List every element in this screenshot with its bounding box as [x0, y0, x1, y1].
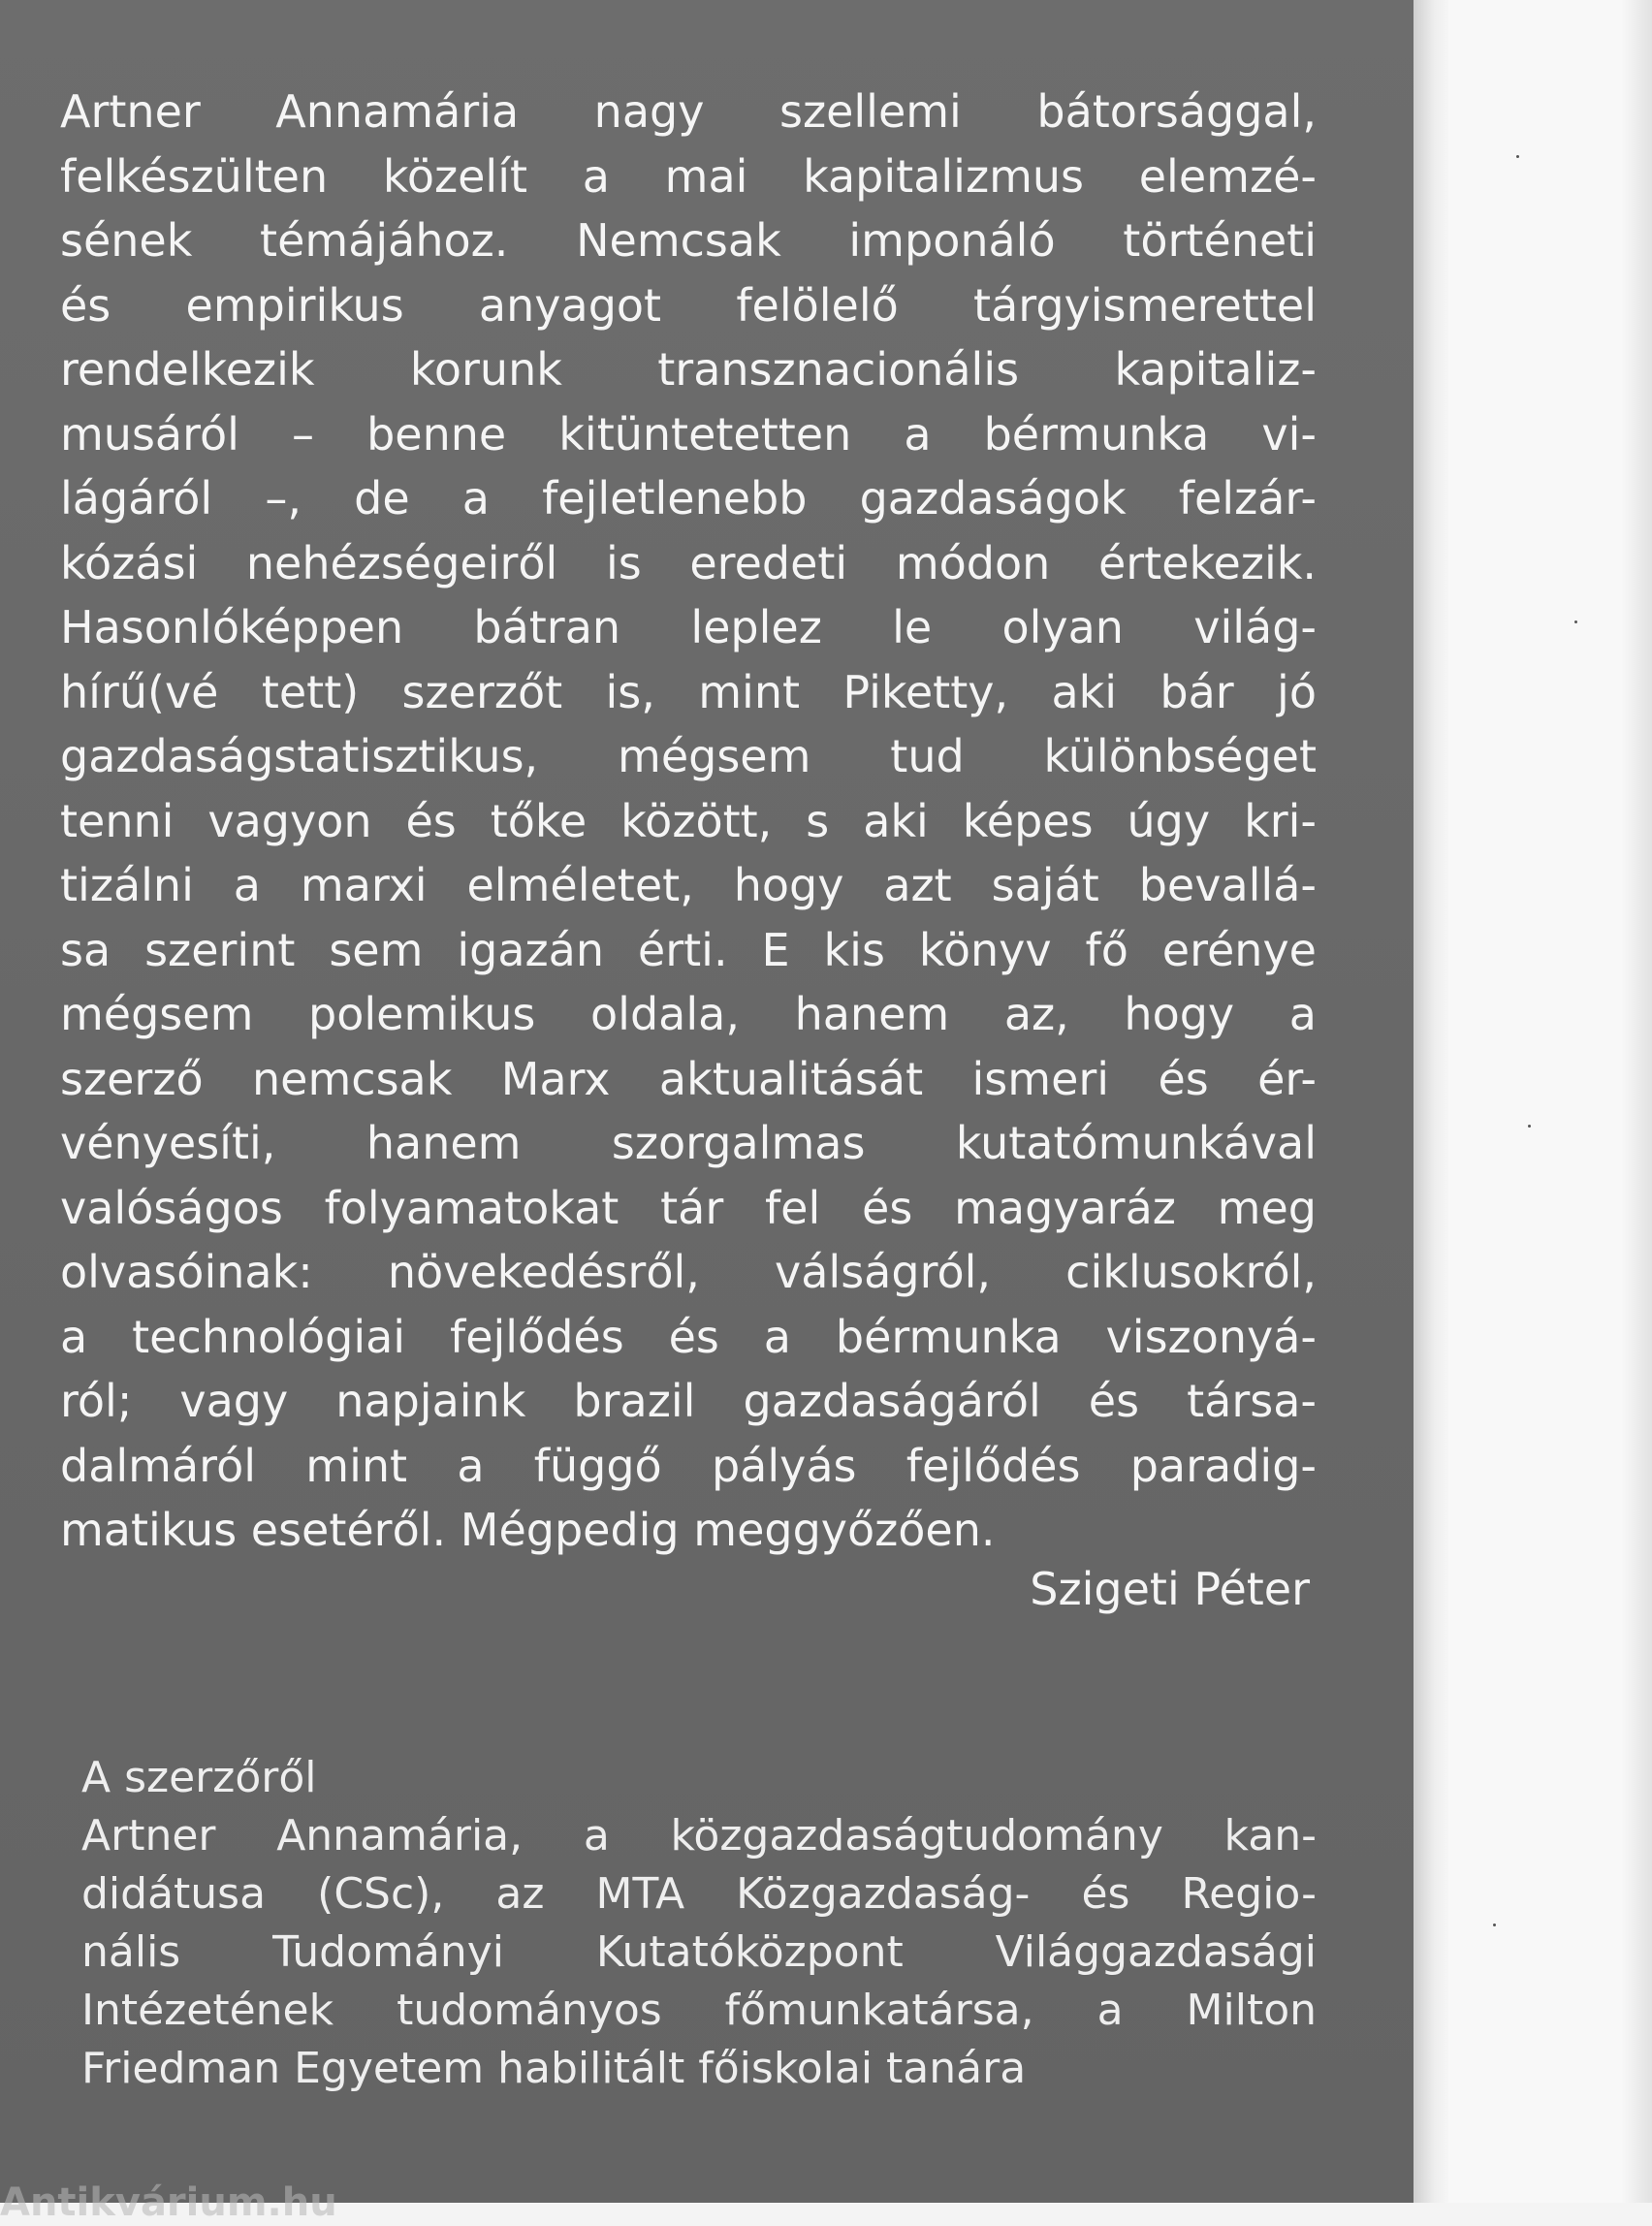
blurb-signature: Szigeti Péter	[1030, 1563, 1310, 1615]
about-author-line: nális Tudományi Kutatóközpont Világgazdasági	[81, 1927, 1317, 1977]
blurb-text	[60, 80, 1317, 1563]
about-author-line: Artner Annamária, a közgazdaságtudomány kan-	[81, 1811, 1317, 1860]
blurb-line: Artner Annamária nagy szellemi bátorsággal,	[60, 85, 1317, 138]
blurb-line: ról; vagy napjaink brazil gazdaságáról és társa-	[60, 1375, 1317, 1427]
blurb-line: dalmáról mint a függő pályás fejlődés paradig-	[60, 1439, 1317, 1492]
blurb-line: mégsem polemikus oldala, hanem az, hogy a	[60, 988, 1317, 1040]
page-gutter-shadow	[1414, 0, 1448, 2203]
blurb-line: tenni vagyon és tőke között, s aki képes úgy kri-	[60, 794, 1317, 847]
blurb-line: hírű(vé tett) szerzőt is, mint Piketty, aki bár jó	[60, 665, 1317, 718]
about-author-line: Intézetének tudományos főmunkatársa, a Milton	[81, 1986, 1317, 2035]
dust-speck	[1574, 620, 1577, 623]
blurb-line: rendelkezik korunk transznacionális kapitaliz-	[60, 343, 1317, 396]
blurb-line: valóságos folyamatokat tár fel és magyaráz meg	[60, 1181, 1317, 1234]
dust-speck	[1516, 155, 1519, 158]
about-author-line: didátusa (CSc), az MTA Közgazdaság- és Regio-	[81, 1869, 1317, 1919]
blurb-line: gazdaságstatisztikus, mégsem tud különbséget	[60, 730, 1317, 782]
watermark: Antikvárium.hu	[0, 2180, 337, 2225]
blurb-line: kózási nehézségeiről is eredeti módon értekezik.	[60, 536, 1317, 589]
blurb-line: vényesíti, hanem szorgalmas kutatómunkával	[60, 1117, 1317, 1169]
blurb-line: matikus esetéről. Mégpedig meggyőzően.	[60, 1504, 996, 1556]
dust-speck	[1528, 1125, 1531, 1128]
blurb-line: tizálni a marxi elméletet, hogy azt saját bevallá-	[60, 859, 1317, 911]
blurb-line: sének témájához. Nemcsak imponáló történeti	[60, 214, 1317, 267]
blurb-line: a technológiai fejlődés és a bérmunka viszonyá-	[60, 1310, 1317, 1363]
about-author-section	[81, 1749, 1317, 2098]
page-edge	[1621, 0, 1652, 2203]
blurb-line: olvasóinak: növekedésről, válságról, ciklusokról,	[60, 1246, 1317, 1298]
blurb-line: felkészülten közelít a mai kapitalizmus elemzé-	[60, 149, 1317, 203]
blurb-line: szerző nemcsak Marx aktualitását ismeri és ér-	[60, 1052, 1317, 1105]
about-author-heading: A szerzőről	[81, 1753, 317, 1802]
dust-speck	[1493, 1924, 1496, 1926]
blurb-line: musáról – benne kitüntetetten a bérmunka vi-	[60, 407, 1317, 461]
blurb-line: sa szerint sem igazán érti. E kis könyv fő erénye	[60, 923, 1317, 976]
blurb-line: Hasonlóképpen bátran leplez le olyan világ-	[60, 601, 1317, 653]
blurb-line: és empirikus anyagot felölelő tárgyismerettel	[60, 278, 1317, 332]
blurb-line: lágáról –, de a fejletlenebb gazdaságok felzár-	[60, 472, 1317, 525]
about-author-line: Friedman Egyetem habilitált főiskolai tanára	[81, 2044, 1027, 2093]
